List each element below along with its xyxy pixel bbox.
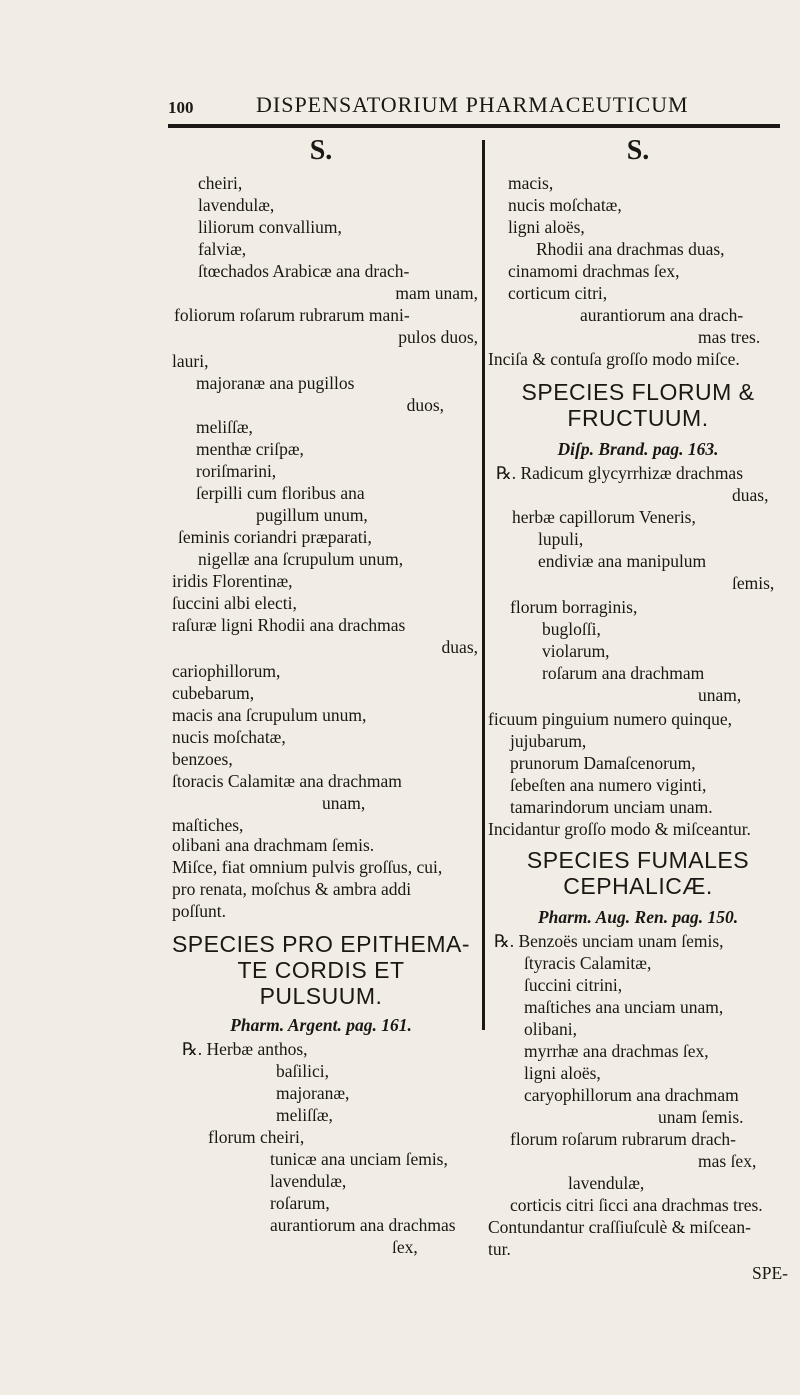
- recipe-line: myrrhæ ana drachmas ſex,: [524, 1041, 709, 1061]
- recipe-line: meliſſæ,: [276, 1105, 333, 1125]
- text-line: pulos duos,: [398, 327, 478, 347]
- text-line: macis,: [508, 173, 554, 193]
- text-line: pugillum unum,: [256, 505, 368, 525]
- text-line: cheiri,: [198, 173, 243, 193]
- recipe-line: ℞. Benzoës unciam unam ſemis,: [494, 931, 724, 951]
- text-line: majoranæ ana pugillos: [196, 373, 355, 393]
- text-line: meliſſæ,: [196, 417, 253, 437]
- recipe-line: prunorum Damaſcenorum,: [510, 753, 696, 773]
- recipe-line: bugloſſi,: [542, 619, 601, 639]
- recipe-line: roſarum ana drachmam: [542, 663, 705, 683]
- text-line: lavendulæ,: [198, 195, 275, 215]
- recipe-line: tur.: [488, 1239, 511, 1259]
- text-line: pro renata, moſchus & ambra addi: [172, 879, 412, 899]
- section-heading: FRUCTUUM.: [567, 405, 709, 431]
- text-line: cariophillorum,: [172, 661, 281, 681]
- text-line: ſtœchados Arabicæ ana drach-: [198, 261, 410, 281]
- text-line: nucis moſchatæ,: [172, 727, 286, 747]
- recipe-line: tamarindorum unciam unam.: [510, 797, 713, 817]
- text-line: cinamomi drachmas ſex,: [508, 261, 680, 281]
- text-line: foliorum roſarum rubrarum mani-: [174, 305, 410, 325]
- catchword: SPE-: [752, 1263, 788, 1283]
- section-heading: SPECIES PRO EPITHEMA-: [171, 931, 471, 957]
- recipe-line: ſex,: [392, 1237, 418, 1257]
- text-line: Rhodii ana drachmas duas,: [536, 239, 725, 259]
- column-divider: [482, 140, 485, 1030]
- recipe-line: ligni aloës,: [524, 1063, 601, 1083]
- recipe-line: ſebeſten ana numero viginti,: [510, 775, 707, 795]
- text-line: corticum citri,: [508, 283, 608, 303]
- header-rule: [168, 124, 780, 128]
- recipe-line: baſilici,: [276, 1061, 329, 1081]
- recipe-line: tunicæ ana unciam ſemis,: [270, 1149, 448, 1169]
- text-line: menthæ criſpæ,: [196, 439, 304, 459]
- text-line: ligni aloës,: [508, 217, 585, 237]
- text-line: cubebarum,: [172, 683, 255, 703]
- section-letter: S.: [626, 135, 650, 166]
- text-line: ſerpilli cum floribus ana: [196, 483, 365, 503]
- recipe-line: ℞. Herbæ anthos,: [182, 1039, 308, 1059]
- recipe-line: unam,: [698, 685, 742, 705]
- section-heading: TE CORDIS ET: [237, 957, 405, 983]
- recipe-line: ſtyracis Calamitæ,: [524, 953, 652, 973]
- running-header: [168, 92, 780, 124]
- section-heading: SPECIES FLORUM &: [521, 379, 755, 405]
- source-reference: Pharm. Argent. pag. 161.: [230, 1015, 412, 1035]
- recipe-line: duas,: [732, 485, 769, 505]
- text-line: roriſmarini,: [196, 461, 277, 481]
- text-line: mam unam,: [395, 283, 478, 303]
- text-line: duos,: [406, 395, 444, 415]
- text-line: nucis moſchatæ,: [508, 195, 622, 215]
- recipe-line: aurantiorum ana drachmas: [270, 1215, 456, 1235]
- recipe-line: maſtiches ana unciam unam,: [524, 997, 724, 1017]
- source-reference: Pharm. Aug. Ren. pag. 150.: [537, 907, 739, 927]
- text-line: ſuccini albi electi,: [172, 593, 297, 613]
- text-line: liliorum convallium,: [198, 217, 342, 237]
- text-line: macis ana ſcrupulum unum,: [172, 705, 367, 725]
- text-line: Inciſa & contuſa groſſo modo miſce.: [488, 349, 740, 369]
- section-heading: SPECIES FUMALES: [526, 847, 750, 873]
- recipe-line: florum cheiri,: [208, 1127, 305, 1147]
- recipe-line: Incidantur groſſo modo & miſceantur.: [488, 819, 751, 839]
- recipe-line: ficuum pinguium numero quinque,: [488, 709, 732, 729]
- section-letter: S.: [309, 135, 333, 166]
- recipe-line: ſuccini citrini,: [524, 975, 623, 995]
- recipe-line: roſarum,: [270, 1193, 330, 1213]
- text-line: poſſunt.: [172, 901, 226, 921]
- text-line: iridis Florentinæ,: [172, 571, 293, 591]
- text-line: ſeminis coriandri præparati,: [178, 527, 372, 547]
- running-title: DISPENSATORIUM PHARMACEUTICUM: [256, 92, 689, 117]
- text-line: mas tres.: [698, 327, 761, 347]
- recipe-line: Contundantur craſſiuſculè & miſcean-: [488, 1217, 751, 1237]
- text-line: olibani ana drachmam ſemis.: [172, 835, 375, 855]
- text-line: lauri,: [172, 351, 209, 371]
- source-reference: Diſp. Brand. pag. 163.: [557, 439, 719, 459]
- text-line: raſuræ ligni Rhodii ana drachmas: [172, 615, 406, 635]
- text-line: Miſce, fiat omnium pulvis groſſus, cui,: [172, 857, 443, 877]
- text-line: falviæ,: [198, 239, 247, 259]
- recipe-line: mas ſex,: [698, 1151, 757, 1171]
- recipe-line: ℞. Radicum glycyrrhizæ drachmas: [496, 463, 744, 483]
- recipe-line: lavendulæ,: [270, 1171, 347, 1191]
- text-line: duas,: [441, 637, 478, 657]
- section-heading: PULSUUM.: [259, 983, 383, 1009]
- text-line: benzoes,: [172, 749, 233, 769]
- recipe-line: endiviæ ana manipulum: [538, 551, 707, 571]
- recipe-line: ſemis,: [732, 573, 775, 593]
- text-line: aurantiorum ana drach-: [580, 305, 744, 325]
- recipe-line: corticis citri ſicci ana drachmas tres.: [510, 1195, 763, 1215]
- recipe-line: majoranæ,: [276, 1083, 350, 1103]
- recipe-line: florum roſarum rubrarum drach-: [510, 1129, 736, 1149]
- recipe-line: florum borraginis,: [510, 597, 638, 617]
- recipe-line: unam ſemis.: [658, 1107, 744, 1127]
- recipe-line: lupuli,: [538, 529, 584, 549]
- recipe-line: jujubarum,: [510, 731, 587, 751]
- recipe-line: herbæ capillorum Veneris,: [512, 507, 696, 527]
- text-line: ſtoracis Calamitæ ana drachmam: [172, 771, 402, 791]
- text-line: maſtiches,: [172, 815, 244, 835]
- recipe-line: lavendulæ,: [568, 1173, 645, 1193]
- recipe-line: caryophillorum ana drachmam: [524, 1085, 739, 1105]
- text-line: nigellæ ana ſcrupulum unum,: [198, 549, 404, 569]
- section-heading: CEPHALICÆ.: [563, 873, 713, 899]
- page-number: 100: [168, 98, 194, 117]
- recipe-line: olibani,: [524, 1019, 577, 1039]
- text-line: unam,: [322, 793, 366, 813]
- recipe-line: violarum,: [542, 641, 610, 661]
